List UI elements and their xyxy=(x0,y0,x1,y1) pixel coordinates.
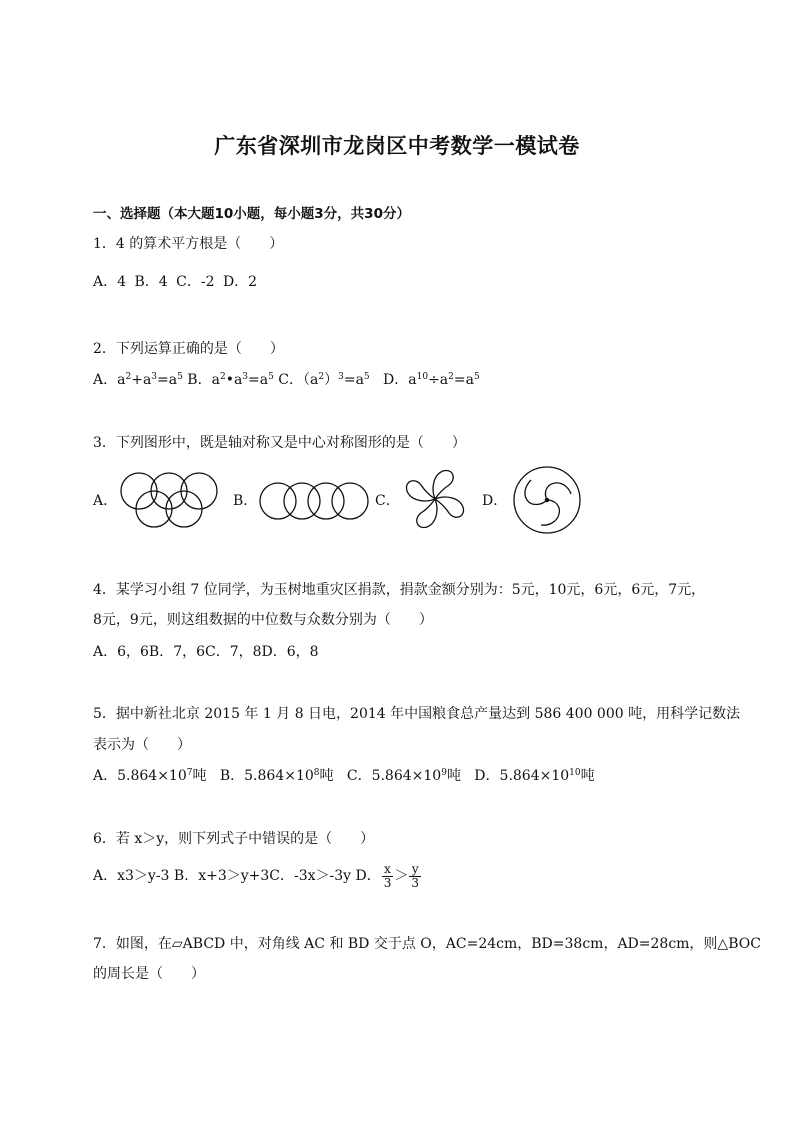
fraction-numerator: x xyxy=(382,863,394,877)
option-c-exp: 9 xyxy=(441,768,447,778)
option-c: C．-2 xyxy=(176,274,215,290)
option-c-unit: 吨 xyxy=(446,768,461,784)
figure-b-label: B． xyxy=(233,493,258,509)
option-d-label: D． xyxy=(474,768,500,784)
question-5-line-1: 5．据中新社北京 2015 年 1 月 8 日电，2014 年中国粮食总产量达到 586 400 000 吨，用科学记数法 xyxy=(93,706,741,722)
option-d-base: 5.864×10 xyxy=(499,768,570,784)
question-4-options: A．6，6B．7，6C．7，8D．6，8 xyxy=(93,644,319,660)
fraction-y-over-3 xyxy=(409,863,421,890)
figure-d-triskelion-circle xyxy=(511,464,583,536)
question-3-figures xyxy=(93,466,613,536)
question-1: 1．4 的算术平方根是（ ） xyxy=(93,236,284,252)
option-d: D．2 xyxy=(222,274,258,290)
question-7-line-2: 的周长是（ ） xyxy=(93,966,205,982)
question-4-line-2: 8元，9元，则这组数据的中位数与众数分别为（ ） xyxy=(93,612,433,628)
figure-a-label: A． xyxy=(93,493,118,509)
question-7-line-1: 7．如图，在▱ABCD 中，对角线 AC 和 BD 交于点 O，AC=24cm，BD=38cm，AD=28cm，则△BOC xyxy=(93,936,761,952)
option-c-expr: $(a^2)^3=a^5$ xyxy=(303,372,370,388)
option-a-label: A． xyxy=(93,372,118,388)
fraction-denominator: 3 xyxy=(411,875,420,890)
option-d-label: D． xyxy=(383,372,409,388)
option-b-unit: 吨 xyxy=(319,768,334,784)
option-b: B．4 xyxy=(134,274,168,290)
question-5-options xyxy=(93,766,595,786)
option-c-base: 5.864×10 xyxy=(371,768,442,784)
figure-d-label: D． xyxy=(482,493,508,509)
question-4-line-1: 4．某学习小组 7 位同学，为玉树地重灾区捐款，捐款金额分别为：5元，10元，6元，6元，7元， xyxy=(93,582,706,598)
question-6-options xyxy=(93,861,422,891)
question-2-options xyxy=(93,370,480,390)
question-5-line-2: 表示为（ ） xyxy=(93,737,191,753)
figure-c-pinwheel xyxy=(399,466,471,532)
option-a-exp: 7 xyxy=(186,768,193,778)
option-a: A．4 xyxy=(93,274,127,290)
page-title: 广东省深圳市龙岗区中考数学一模试卷 xyxy=(214,134,580,158)
option-a-unit: 吨 xyxy=(192,768,207,784)
section-heading: 一、选择题（本大题10小题，每小题3分，共30分） xyxy=(93,206,410,222)
option-b-expr: $a^2•a^3=a^5$ xyxy=(211,372,274,388)
figure-c-label: C． xyxy=(375,493,400,509)
fraction-x-over-3 xyxy=(382,863,394,890)
question-3: 3．下列图形中，既是轴对称又是中心对称图形的是（ ） xyxy=(93,435,466,451)
figure-b-four-circles xyxy=(259,482,371,522)
fraction-numerator: y xyxy=(409,863,421,877)
option-b-exp: 8 xyxy=(313,768,320,778)
question-2: 2．下列运算正确的是（ ） xyxy=(93,341,284,357)
option-b-label: B． xyxy=(219,768,245,784)
fraction-denominator: 3 xyxy=(383,875,392,890)
option-a-expr: $a^2+a^3=a^5$ xyxy=(117,372,183,388)
option-d-unit: 吨 xyxy=(580,768,595,784)
option-b-base: 5.864×10 xyxy=(244,768,314,784)
option-d-exp: 10 xyxy=(569,768,581,778)
option-a-label: A． xyxy=(93,768,118,784)
greater-than-sign: ＞ xyxy=(394,868,409,884)
question-1-options xyxy=(93,272,261,292)
option-c-label: C． xyxy=(278,372,304,388)
question-6: 6．若 x＞y，则下列式子中错误的是（ ） xyxy=(93,831,375,847)
option-a-base: 5.864×10 xyxy=(117,768,187,784)
option-d-expr: $a^{10}\div a^2=a^5$ xyxy=(408,372,480,388)
question-6-options-text: A．x3＞y-3 B．x+3＞y+3C．-3x＞-3y D． xyxy=(93,868,381,884)
option-b-label: B． xyxy=(187,372,212,388)
option-c-label: C． xyxy=(346,768,372,784)
figure-a-olympic-rings xyxy=(119,466,219,532)
